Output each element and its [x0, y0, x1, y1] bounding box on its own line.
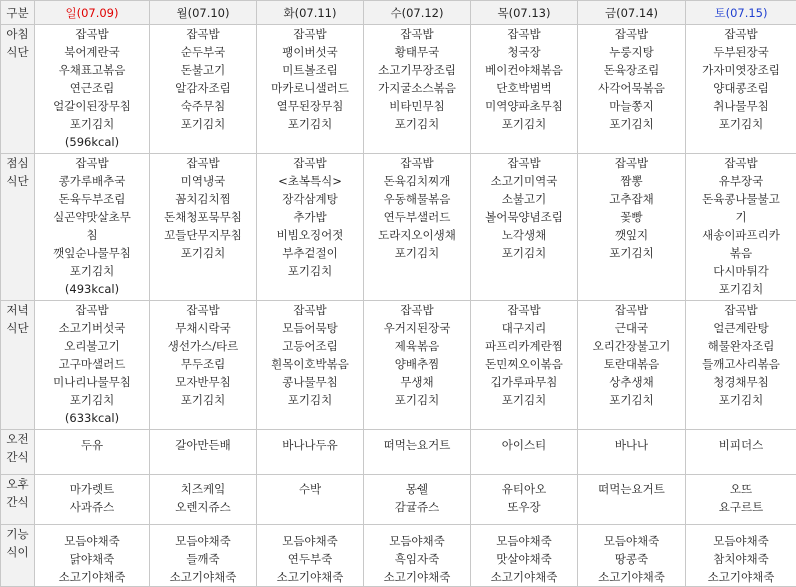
menu-cell: [150, 154, 257, 301]
menu-item: 맛살야채죽: [471, 550, 577, 568]
menu-item: 비타민무침: [364, 97, 470, 115]
menu-item: 모듬야채죽: [35, 532, 149, 550]
menu-item: 포기김치: [364, 115, 470, 133]
row-label-dinner: [1, 301, 35, 430]
menu-item: 포기김치: [35, 391, 149, 409]
menu-item: 무채시락국: [150, 319, 256, 337]
menu-item: 잡곡밥: [578, 301, 685, 319]
row-label-line: 식이: [1, 543, 34, 561]
menu-cell: [150, 475, 257, 525]
menu-item: 포기김치: [471, 115, 577, 133]
meal-row-breakfast: [1, 25, 796, 154]
menu-item: 돈민찌오이볶음: [471, 355, 577, 373]
menu-item: 우채표고볶음: [35, 61, 149, 79]
menu-item: 잡곡밥: [35, 25, 149, 43]
menu-cell: [578, 525, 686, 587]
menu-item: 콩가루배추국: [35, 172, 149, 190]
menu-item: 연근조림: [35, 79, 149, 97]
menu-item: 오리간장불고기: [578, 337, 685, 355]
meal-row-am: [1, 430, 796, 475]
meal-row-lunch: [1, 154, 796, 301]
header-row: [1, 1, 796, 25]
menu-item: 파프리카계란찜: [471, 337, 577, 355]
row-label-line: 점심: [1, 154, 34, 172]
menu-item: 소고기야채죽: [150, 568, 256, 586]
menu-item: 잡곡밥: [686, 25, 796, 43]
menu-cell: [578, 25, 686, 154]
day-header-mon: 월(07.10): [150, 1, 257, 25]
row-label-line: 식단: [1, 319, 34, 337]
menu-item: 양배추찜: [364, 355, 470, 373]
menu-item: 미나리나물무침: [35, 373, 149, 391]
meal-row-dinner: [1, 301, 796, 430]
menu-item: 돈육장조림: [578, 61, 685, 79]
menu-item: 실곤약맛살초무침: [48, 208, 136, 244]
menu-cell: [364, 525, 471, 587]
menu-cell: [686, 301, 796, 430]
menu-item: 연두부죽: [257, 550, 363, 568]
row-label-pm: [1, 475, 35, 525]
menu-item: 두유: [35, 436, 149, 454]
menu-item: 가지굴소스볶음: [364, 79, 470, 97]
menu-cell: [35, 301, 150, 430]
menu-item: 포기김치: [35, 262, 149, 280]
row-label-line: 저녁: [1, 301, 34, 319]
menu-item: 비피더스: [686, 436, 796, 454]
menu-item: 오뜨: [686, 480, 796, 498]
menu-cell: [578, 475, 686, 525]
row-label-lunch: [1, 154, 35, 301]
menu-cell: [686, 475, 796, 525]
row-label-line: 간식: [1, 448, 34, 466]
menu-item: 포기김치: [150, 244, 256, 262]
menu-item: 소고기야채죽: [364, 568, 470, 586]
menu-item: 잡곡밥: [364, 25, 470, 43]
menu-cell: [686, 525, 796, 587]
menu-item: 유부장국: [686, 172, 796, 190]
menu-cell: [686, 25, 796, 154]
menu-item: 포기김치: [257, 391, 363, 409]
menu-item: 잡곡밥: [257, 25, 363, 43]
menu-item: 단호박범벅: [471, 79, 577, 97]
row-label-line: 아침: [1, 25, 34, 43]
menu-item: 황태무국: [364, 43, 470, 61]
menu-item: 포기김치: [150, 391, 256, 409]
menu-item: 소고기미역국: [471, 172, 577, 190]
menu-item: 떠먹는요거트: [364, 436, 470, 454]
menu-item: 포기김치: [578, 244, 685, 262]
day-header-sun: 일(07.09): [35, 1, 150, 25]
menu-item: 우동해물볶음: [364, 190, 470, 208]
menu-item: 마카로니샐러드: [257, 79, 363, 97]
menu-item: 돈채청포묵무침: [150, 208, 256, 226]
menu-item: 잡곡밥: [35, 301, 149, 319]
menu-item: 청국장: [471, 43, 577, 61]
menu-item: 모듬야채죽: [150, 532, 256, 550]
menu-item: 노각생채: [471, 226, 577, 244]
day-header-wed: 수(07.12): [364, 1, 471, 25]
meal-row-pm: [1, 475, 796, 525]
menu-item: 포기김치: [35, 115, 149, 133]
menu-item: 소고기야채죽: [257, 568, 363, 586]
menu-cell: [364, 475, 471, 525]
menu-item: 깻잎지: [578, 226, 685, 244]
menu-item: 잡곡밥: [257, 154, 363, 172]
row-label-line: 오후: [1, 475, 34, 493]
menu-cell: [150, 301, 257, 430]
menu-item: (596kcal): [35, 133, 149, 151]
menu-cell: [257, 25, 364, 154]
menu-item: 양대콩조림: [686, 79, 796, 97]
menu-item: 제육볶음: [364, 337, 470, 355]
menu-item: 콩나물무침: [257, 373, 363, 391]
menu-item: 몽쉘: [364, 480, 470, 498]
menu-item: 포기김치: [686, 280, 796, 298]
menu-cell: [257, 525, 364, 587]
menu-item: 새송이파프리카볶음: [697, 226, 785, 262]
day-header-sat: 토(07.15): [686, 1, 796, 25]
menu-item: 오리불고기: [35, 337, 149, 355]
menu-item: 깻잎순나물무침: [35, 244, 149, 262]
menu-item: 잡곡밥: [257, 301, 363, 319]
menu-item: 아이스티: [471, 436, 577, 454]
menu-cell: [257, 475, 364, 525]
menu-item: 팽이버섯국: [257, 43, 363, 61]
menu-item: 들깨죽: [150, 550, 256, 568]
menu-item: 포기김치: [578, 391, 685, 409]
menu-cell: [35, 25, 150, 154]
menu-item: 포기김치: [471, 391, 577, 409]
menu-cell: [471, 301, 578, 430]
menu-item: 땅콩죽: [578, 550, 685, 568]
menu-item: 사과쥬스: [35, 498, 149, 516]
row-label-line: 식단: [1, 43, 34, 61]
menu-cell: [35, 475, 150, 525]
menu-item: 잡곡밥: [364, 154, 470, 172]
menu-cell: [578, 430, 686, 475]
menu-cell: [471, 475, 578, 525]
menu-cell: [35, 430, 150, 475]
menu-cell: [364, 25, 471, 154]
menu-item: 흰목이호박볶음: [257, 355, 363, 373]
menu-item: 두부된장국: [686, 43, 796, 61]
row-label-am: [1, 430, 35, 475]
menu-item: 잡곡밥: [150, 154, 256, 172]
menu-cell: [578, 154, 686, 301]
menu-cell: [578, 301, 686, 430]
menu-item: 감귤쥬스: [364, 498, 470, 516]
menu-item: 포기김치: [578, 115, 685, 133]
menu-cell: [150, 525, 257, 587]
menu-cell: [35, 154, 150, 301]
row-label-line: 오전: [1, 430, 34, 448]
menu-cell: [150, 430, 257, 475]
menu-item: 얼큰계란탕: [686, 319, 796, 337]
menu-item: 모듬야채죽: [686, 532, 796, 550]
menu-item: 돈육두부조림: [35, 190, 149, 208]
menu-item: 모듬야채죽: [257, 532, 363, 550]
menu-cell: [471, 25, 578, 154]
day-header-tue: 화(07.11): [257, 1, 364, 25]
menu-item: 돈육김치찌개: [364, 172, 470, 190]
menu-item: 비빔오징어젓: [257, 226, 363, 244]
menu-item: 근대국: [578, 319, 685, 337]
menu-item: 들깨고사리볶음: [686, 355, 796, 373]
menu-item: 또우장: [471, 498, 577, 516]
menu-item: 포기김치: [364, 244, 470, 262]
menu-item: 잡곡밥: [578, 154, 685, 172]
menu-item: 요구르트: [686, 498, 796, 516]
menu-item: 떠먹는요거트: [578, 480, 685, 498]
row-label-breakfast: [1, 25, 35, 154]
menu-item: 포기김치: [257, 262, 363, 280]
menu-item: 소불고기: [471, 190, 577, 208]
menu-item: 볼어묵양념조림: [471, 208, 577, 226]
menu-item: 다시마튀각: [686, 262, 796, 280]
menu-item: 연두부샐러드: [364, 208, 470, 226]
menu-cell: [150, 25, 257, 154]
menu-item: 돈불고기: [150, 61, 256, 79]
meal-row-func: [1, 525, 796, 587]
menu-item: (633kcal): [35, 409, 149, 427]
menu-item: 무두조림: [150, 355, 256, 373]
menu-item: 모듬어묵탕: [257, 319, 363, 337]
menu-cell: [364, 430, 471, 475]
menu-item: 소고기야채죽: [578, 568, 685, 586]
menu-item: 잡곡밥: [471, 301, 577, 319]
menu-item: 바나나두유: [257, 436, 363, 454]
menu-item: 얼갈이된장무침: [35, 97, 149, 115]
menu-item: 포기김치: [150, 115, 256, 133]
menu-item: 북어계란국: [35, 43, 149, 61]
menu-item: 사각어묵볶음: [578, 79, 685, 97]
menu-item: 토란대볶음: [578, 355, 685, 373]
menu-item: 대구지리: [471, 319, 577, 337]
menu-item: 순두부국: [150, 43, 256, 61]
menu-item: 모자반무침: [150, 373, 256, 391]
menu-item: 바나나: [578, 436, 685, 454]
menu-item: 열무된장무침: [257, 97, 363, 115]
menu-item: 소고기무장조림: [364, 61, 470, 79]
row-label-line: 간식: [1, 493, 34, 511]
menu-item: 흑임자죽: [364, 550, 470, 568]
menu-item: 모듬야채죽: [471, 532, 577, 550]
menu-item: 고등어조림: [257, 337, 363, 355]
menu-cell: [257, 154, 364, 301]
menu-item: 포기김치: [686, 115, 796, 133]
menu-item: 잡곡밥: [364, 301, 470, 319]
menu-item: 모듬야채죽: [578, 532, 685, 550]
menu-item: 마늘쫑지: [578, 97, 685, 115]
menu-item: 포기김치: [471, 244, 577, 262]
menu-item: 미역냉국: [150, 172, 256, 190]
menu-item: (493kcal): [35, 280, 149, 298]
menu-cell: [35, 525, 150, 587]
menu-item: 잡곡밥: [471, 25, 577, 43]
menu-item: 잡곡밥: [686, 301, 796, 319]
menu-item: 치즈케잌: [150, 480, 256, 498]
menu-cell: [471, 430, 578, 475]
menu-cell: [471, 525, 578, 587]
menu-item: 장각삼계탕: [257, 190, 363, 208]
menu-item: 꽃빵: [578, 208, 685, 226]
header-corner: 구분: [1, 1, 35, 25]
row-label-line: 기능: [1, 525, 34, 543]
menu-item: 잡곡밥: [686, 154, 796, 172]
menu-cell: [686, 430, 796, 475]
menu-cell: [257, 301, 364, 430]
menu-item: 포기김치: [364, 391, 470, 409]
menu-item: 돈육콩나물불고기: [697, 190, 785, 226]
menu-item: 숙주무침: [150, 97, 256, 115]
menu-item: 상추생채: [578, 373, 685, 391]
menu-item: 마가렛트: [35, 480, 149, 498]
menu-item: <초복특식>: [257, 172, 363, 190]
menu-item: 우거지된장국: [364, 319, 470, 337]
menu-item: 소고기야채죽: [35, 568, 149, 586]
menu-item: 수박: [257, 480, 363, 498]
menu-body: [1, 25, 796, 587]
menu-item: 베이컨야채볶음: [471, 61, 577, 79]
menu-item: 짬뽕: [578, 172, 685, 190]
menu-item: 생선가스/타르: [150, 337, 256, 355]
menu-item: 미트볼조림: [257, 61, 363, 79]
menu-item: 소고기야채죽: [471, 568, 577, 586]
menu-cell: [686, 154, 796, 301]
menu-item: 꼼치김치찜: [150, 190, 256, 208]
menu-item: 모듬야채죽: [364, 532, 470, 550]
day-header-thu: 목(07.13): [471, 1, 578, 25]
day-header-fri: 금(07.14): [578, 1, 686, 25]
menu-item: 해물완자조림: [686, 337, 796, 355]
menu-cell: [364, 301, 471, 430]
menu-item: 고구마샐러드: [35, 355, 149, 373]
menu-item: 잡곡밥: [35, 154, 149, 172]
menu-item: 갈아만든배: [150, 436, 256, 454]
menu-item: 포기김치: [257, 115, 363, 133]
menu-item: 소고기야채죽: [686, 568, 796, 586]
menu-cell: [257, 430, 364, 475]
menu-item: 잡곡밥: [150, 25, 256, 43]
menu-item: 미역양파초무침: [471, 97, 577, 115]
menu-item: 고추잡채: [578, 190, 685, 208]
menu-cell: [364, 154, 471, 301]
menu-item: 누룽지탕: [578, 43, 685, 61]
menu-item: 부추겉절이: [257, 244, 363, 262]
menu-item: 잡곡밥: [471, 154, 577, 172]
menu-item: 잡곡밥: [578, 25, 685, 43]
menu-item: 닭야채죽: [35, 550, 149, 568]
menu-item: 깁가루파무침: [471, 373, 577, 391]
row-label-line: 식단: [1, 172, 34, 190]
menu-item: 추가밥: [257, 208, 363, 226]
menu-cell: [471, 154, 578, 301]
menu-item: 잡곡밥: [150, 301, 256, 319]
menu-item: 청경채무침: [686, 373, 796, 391]
menu-item: 오렌지쥬스: [150, 498, 256, 516]
menu-item: 취나물무침: [686, 97, 796, 115]
menu-item: 포기김치: [686, 391, 796, 409]
menu-item: 소고기버섯국: [35, 319, 149, 337]
row-label-func: [1, 525, 35, 587]
menu-item: 유티아오: [471, 480, 577, 498]
menu-item: 도라지오이생채: [364, 226, 470, 244]
menu-item: 꼬들단무지무침: [150, 226, 256, 244]
menu-item: 가자미엿장조림: [686, 61, 796, 79]
menu-item: 무생채: [364, 373, 470, 391]
menu-item: 참치야채죽: [686, 550, 796, 568]
menu-item: 알감자조림: [150, 79, 256, 97]
